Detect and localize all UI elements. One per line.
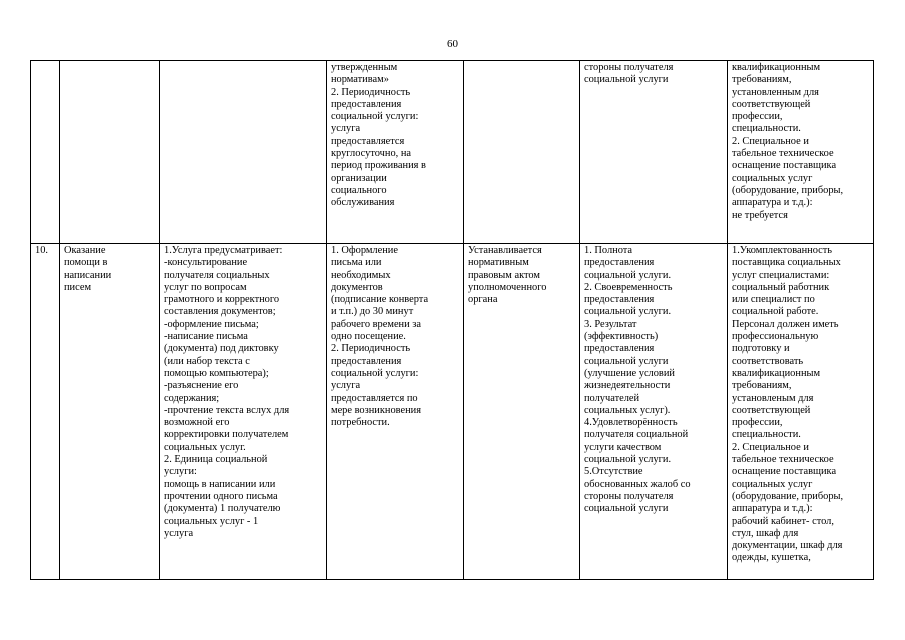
cell-service-description: 1.Услуга предусматривает: -консультирование получателя социальных услуг по вопросам грамотного и корректного составления документов; -оформление письма; -написание письма (документа) под диктовку (или набор текста с помощью компьютера); -разъяснение его содержания; -прочтение текста вслух для возможной его корректировки получателем социальных услуг. 2. Единица социальной услуги: помощь в написании или прочтении одного письма (документа) 1 получателю социальных услуг - 1 услуга	[160, 244, 327, 580]
cell-service-description	[160, 61, 327, 244]
cell-number: 10.	[31, 244, 60, 580]
cell-number	[31, 61, 60, 244]
table-row-continued	[31, 61, 874, 244]
cell-norms	[464, 61, 580, 244]
page-number: 60	[447, 38, 458, 50]
cell-service-name	[60, 61, 160, 244]
cell-conditions: квалификационным требованиям, установленным для соответствующей профессии, специальности. 2. Специальное и табельное техническое оснащение поставщика социальных услуг (оборудование, приборы, аппаратура и т.д.): не требуется	[728, 61, 874, 244]
cell-service-name: Оказание помощи в написании писем	[60, 244, 160, 580]
cell-terms: 1. Оформление письма или необходимых документов (подписание конверта и т.п.) до 30 минут рабочего времени за одно посещение. 2. Периодичность предоставления социальной услуги: услуга предоставляется по мере возникновения потребности.	[327, 244, 464, 580]
table-row-10	[31, 244, 874, 580]
cell-quality-indicators: 1. Полнота предоставления социальной услуги. 2. Своевременность предоставления социальной услуги. 3. Результат (эффективность) предоставления социальной услуги (улучшение условий жизнедеятельности получателей социальных услуг). 4.Удовлетворённость получателя социальной услуги качеством социальной услуги. 5.Отсутствие обоснованных жалоб со стороны получателя социальной услуги	[580, 244, 728, 580]
cell-norms: Устанавливается нормативным правовым актом уполномоченного органа	[464, 244, 580, 580]
cell-terms: утвержденным нормативам» 2. Периодичность предоставления социальной услуги: услуга предоставляется круглосуточно, на период проживания в организации социального обслуживания	[327, 61, 464, 244]
cell-quality-indicators: стороны получателя социальной услуги	[580, 61, 728, 244]
cell-conditions: 1.Укомплектованность поставщика социальных услуг специалистами: социальный работник или специалист по социальной работе. Персонал должен иметь профессиональную подготовку и соответствовать квалификационным требованиям, установленым для соответствующей профессии, специальности. 2. Специальное и табельное техническое оснащение поставщика социальных услуг (оборудование, приборы, аппаратура и т.д.): рабочий кабинет- стол, стул, шкаф для документации, шкаф для одежды, кушетка,	[728, 244, 874, 580]
services-table	[30, 60, 874, 580]
